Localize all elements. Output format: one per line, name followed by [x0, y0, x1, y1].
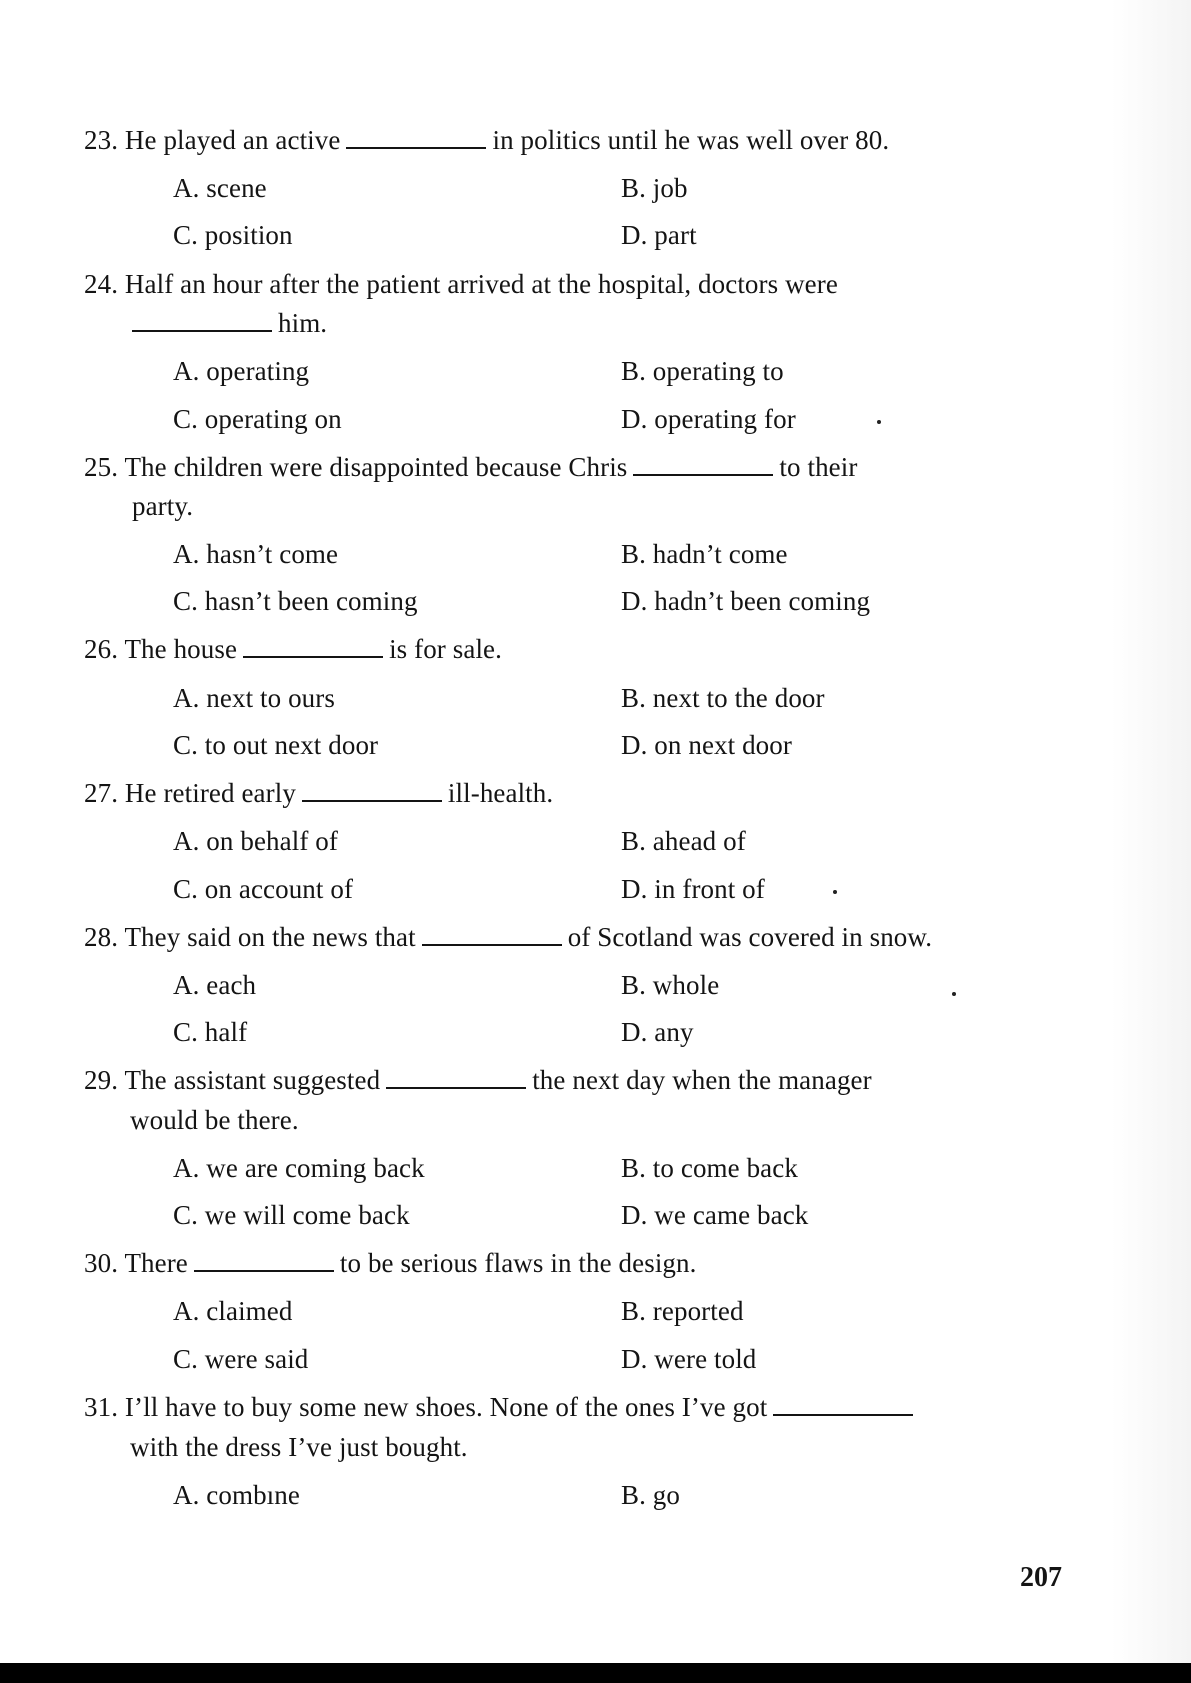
option-b: B. hadn’t come [621, 539, 788, 569]
question-31-stem-continued: with the dress I’ve just bought. [130, 1432, 468, 1462]
question-number: 27. [84, 778, 119, 808]
question-27-stem [84, 777, 553, 809]
question-25-stem-continued: party. [132, 491, 194, 521]
option-c: C. position [173, 220, 293, 250]
option-c: C. on account of [173, 874, 354, 904]
question-text: to their [779, 452, 858, 482]
page-number: 207 [1020, 1562, 1062, 1593]
question-25-stem [84, 451, 857, 483]
question-number: 28. [84, 922, 119, 952]
option-d: D. part [621, 220, 697, 250]
option-b: B. ahead of [621, 826, 746, 856]
question-29-stem [84, 1064, 872, 1096]
question-text: The house [124, 634, 238, 664]
option-c: C. were said [173, 1344, 309, 1374]
question-number: 26. [84, 634, 119, 664]
option-a: A. operating [173, 356, 310, 386]
question-24-stem-continued [128, 307, 327, 339]
question-text: The assistant suggested [124, 1065, 381, 1095]
question-28-stem [84, 921, 932, 953]
answer-blank [346, 127, 486, 149]
answer-blank [773, 1394, 913, 1416]
question-number: 23. [84, 125, 119, 155]
option-c: C. hasn’t been coming [173, 586, 418, 616]
question-text: I’ll have to buy some new shoes. None of the ones I’ve got [124, 1392, 768, 1422]
question-number: 31. [84, 1392, 119, 1422]
scan-shade [1111, 0, 1191, 1683]
question-31-stem [84, 1391, 919, 1423]
option-a: A. we are coming back [173, 1153, 425, 1183]
question-number: 30. [84, 1248, 119, 1278]
question-text: in politics until he was well over 80. [492, 125, 890, 155]
option-b: B. reported [621, 1296, 744, 1326]
option-a: A. next to ours [173, 683, 335, 713]
option-c: C. operating on [173, 404, 342, 434]
question-text: He retired early [124, 778, 296, 808]
option-d: D. in front of [621, 874, 765, 904]
option-b: B. next to the door [621, 683, 825, 713]
option-b: B. job [621, 173, 688, 203]
answer-blank [194, 1250, 334, 1272]
question-24-stem [84, 268, 838, 300]
question-text: He played an active [124, 125, 341, 155]
option-b: B. operating to [621, 356, 784, 386]
question-23-stem [84, 124, 889, 156]
option-c: C. to out next door [173, 730, 379, 760]
question-number: 29. [84, 1065, 119, 1095]
question-text: There [124, 1248, 188, 1278]
question-text: of Scotland was covered in snow. [567, 922, 933, 952]
question-26-stem [84, 633, 502, 665]
answer-blank [633, 454, 773, 476]
question-29-stem-continued: would be there. [130, 1105, 299, 1135]
answer-blank [132, 310, 272, 332]
question-text: to be serious flaws in the design. [339, 1248, 697, 1278]
option-a: A. each [173, 970, 257, 1000]
option-a: A. scene [173, 173, 267, 203]
question-text: Half an hour after the patient arrived at the hospital, doctors were [124, 269, 838, 299]
option-b: B. whole [621, 970, 720, 1000]
option-a: A. hasn’t come [173, 539, 339, 569]
option-b: B. go [621, 1480, 681, 1510]
option-d: D. we came back [621, 1200, 809, 1230]
option-d: D. were told [621, 1344, 757, 1374]
option-b: B. to come back [621, 1153, 798, 1183]
option-d: D. operating for [621, 404, 796, 434]
question-text: The children were disappointed because Chris [124, 452, 628, 482]
option-d: D. hadn’t been coming [621, 586, 871, 616]
option-d: D. on next door [621, 730, 792, 760]
question-text: They said on the news that [124, 922, 416, 952]
question-text: is for sale. [389, 634, 502, 664]
question-30-stem [84, 1247, 696, 1279]
option-c: C. half [173, 1017, 248, 1047]
question-text: ill-health. [447, 778, 554, 808]
option-a: A. on behalf of [173, 826, 338, 856]
option-a: A. claimed [173, 1296, 293, 1326]
answer-blank [243, 636, 383, 658]
question-number: 25. [84, 452, 119, 482]
question-number: 24. [84, 269, 119, 299]
answer-blank [422, 924, 562, 946]
scan-speck [877, 420, 881, 424]
question-text: the next day when the manager [532, 1065, 872, 1095]
option-c: C. we will come back [173, 1200, 410, 1230]
scan-speck [952, 992, 956, 996]
answer-blank [386, 1067, 526, 1089]
scan-speck [833, 890, 837, 894]
option-d: D. any [621, 1017, 694, 1047]
scan-bottom-edge [0, 1663, 1191, 1683]
option-a: A. combıne [173, 1480, 300, 1510]
question-text: him. [278, 308, 328, 338]
answer-blank [302, 780, 442, 802]
